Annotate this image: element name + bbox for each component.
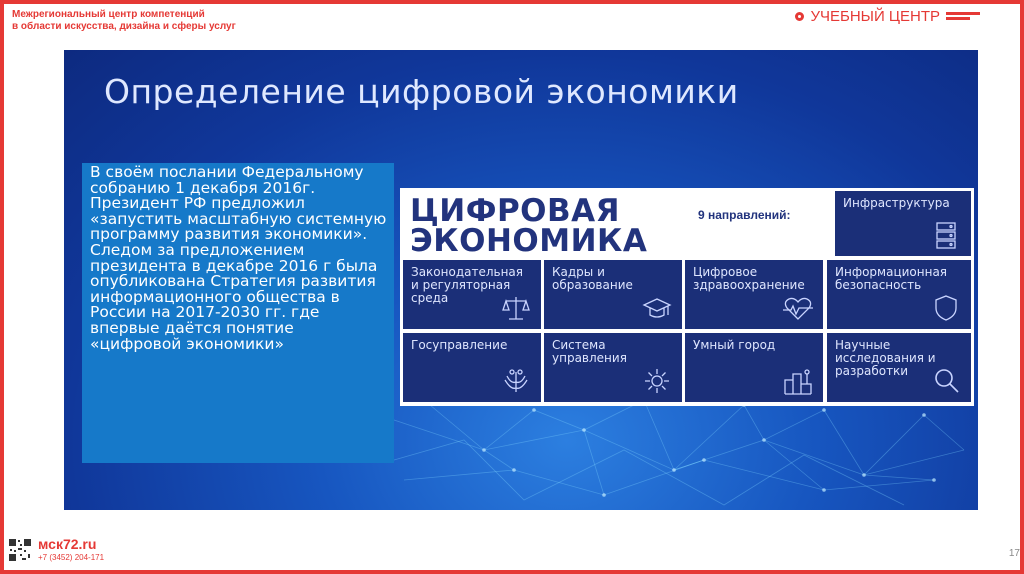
- body-text: В своём послании Федеральному собранию 1 декабря 2016г. Президент РФ предложил «запустить масштабную системную программу развития экономики». Следом за предложением президента в декабре 2016 г была опубликована Стратегия развития информационного общества в России на 2017-2030 гг. где впервые даётся понятие «цифровой экономики»: [90, 163, 387, 353]
- infographic-title-line-2: ЭКОНОМИКА: [410, 223, 648, 259]
- logo-circle-icon: [795, 12, 804, 21]
- heart-pulse-icon: [783, 293, 813, 323]
- magnifier-icon: [931, 366, 961, 396]
- text-block: [82, 163, 394, 463]
- cell-information-security: [827, 260, 971, 329]
- cell-public-administration: [403, 333, 541, 402]
- cell-label: Кадры и образование: [552, 265, 633, 292]
- cell-management-system: [544, 333, 682, 402]
- city-icon: [783, 366, 813, 396]
- footer-website-link[interactable]: мск72.ru: [38, 536, 97, 552]
- eagle-emblem-icon: [501, 366, 531, 396]
- cell-label: Умный город: [693, 338, 776, 352]
- org-line-2: в области искусства, дизайна и сферы услуг: [12, 21, 236, 32]
- scales-icon: [501, 293, 531, 323]
- cell-legislation: [403, 260, 541, 329]
- cell-label: Информационная безопасность: [835, 265, 948, 292]
- brand-tagline-graphic: [946, 12, 986, 21]
- infographic-title: [410, 193, 648, 259]
- cell-label: Цифровое здравоохранение: [693, 265, 805, 292]
- cell-label: Система управления: [552, 338, 627, 365]
- cell-education: [544, 260, 682, 329]
- cell-label: Законодательная и регуляторная среда: [411, 265, 524, 305]
- brand-logo: [795, 8, 986, 25]
- qr-code-icon: [8, 538, 32, 562]
- brand-name: УЧЕБНЫЙ ЦЕНТР: [810, 8, 940, 25]
- server-icon: [931, 220, 961, 250]
- cell-healthcare: [685, 260, 823, 329]
- infographic-title-line-1: ЦИФРОВАЯ: [410, 193, 621, 229]
- cell-research: [827, 333, 971, 402]
- slide: [64, 50, 978, 510]
- cell-infrastructure: [835, 191, 971, 256]
- cell-smart-city: [685, 333, 823, 402]
- cell-label: Научные исследования и разработки: [835, 338, 936, 378]
- org-line-1: Межрегиональный центр компетенций: [12, 9, 205, 20]
- footer-phone: +7 (3452) 204-171: [38, 553, 105, 562]
- shield-icon: [931, 293, 961, 323]
- gear-icon: [642, 366, 672, 396]
- graduation-cap-icon: [642, 293, 672, 323]
- directions-label: 9 направлений:: [698, 208, 791, 222]
- page-number: 17: [1008, 548, 1020, 559]
- organization-name: [12, 9, 236, 33]
- digital-economy-infographic: [400, 188, 974, 406]
- cell-label: Инфраструктура: [843, 196, 950, 210]
- cell-label: Госуправление: [411, 338, 508, 352]
- slide-title: Определение цифровой экономики: [104, 72, 739, 111]
